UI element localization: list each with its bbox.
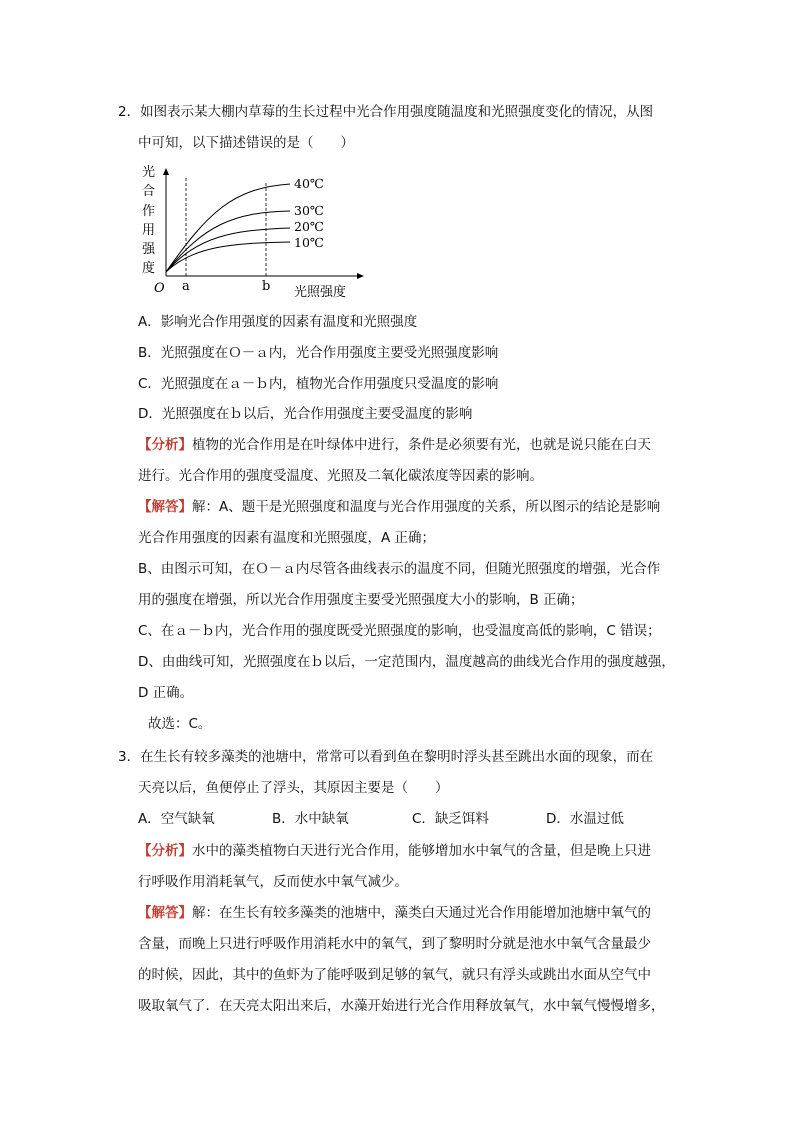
q3-analysis-tag: 【分析】 (138, 843, 192, 859)
q2-analysis-line2: 进行。光合作用的强度受温度、光照及二氧化碳浓度等因素的影响。 (138, 468, 543, 484)
q3-stem-line2: 天亮以后，鱼便停止了浮头，其原因主要是（ ） (138, 780, 449, 796)
q2-option-c: C．光照强度在ａ－ｂ内，植物光合作用强度只受温度的影响 (138, 376, 499, 392)
q3-answer-line4: 吸取氧气了．在天亮太阳出来后，水藻开始进行光合作用释放氧气，水中氧气慢慢增多， (138, 998, 665, 1014)
q2-answer-tag: 【解答】 (138, 499, 192, 515)
q2-analysis-tag: 【分析】 (138, 437, 192, 453)
q2-analysis-line1 (138, 436, 651, 454)
q2-answer-line5: C、在ａ－ｂ内，光合作用的强度既受光照强度的影响，也受温度高低的影响，C 错误； (138, 623, 661, 639)
q2-stem-line1: 2．如图表示某大棚内草莓的生长过程中光合作用强度随温度和光照强度变化的情况，从图 (118, 104, 654, 120)
ylabel-char-6: 度 (142, 261, 156, 276)
q3-analysis-line1 (138, 842, 651, 860)
x-axis-arrow (357, 273, 364, 279)
curve-30c (166, 211, 290, 272)
q3-answer-line3: 的时候，因此，其中的鱼虾为了能呼吸到足够的氧气，就只有浮头或跳出水面从空气中 (138, 967, 651, 983)
ylabel-char-4: 用 (142, 223, 156, 238)
curve-label-20c: 20℃ (294, 219, 324, 234)
curve-label-40c: 40℃ (294, 176, 324, 191)
q3-analysis-text1: 水中的藻类植物白天进行光合作用，能够增加水中氧气的含量，但是晚上只进 (192, 843, 651, 859)
q3-stem-line1: 3．在生长有较多藻类的池塘中，常常可以看到鱼在黎明时浮头甚至跳出水面的现象，而在 (118, 749, 654, 765)
q2-answer-line6: D、由曲线可知，光照强度在ｂ以后，一定范围内，温度越高的曲线光合作用的强度越强， (138, 654, 675, 670)
q2-answer-text1: 解：A、题干是光照强度和温度与光合作用强度的关系，所以图示的结论是影响 (192, 499, 661, 515)
q3-answer-line1 (138, 904, 651, 922)
ylabel-char-1: 光 (142, 165, 156, 180)
ylabel-char-5: 强 (142, 242, 156, 257)
q2-answer-line7: D 正确。 (138, 685, 194, 701)
q2-option-b: B．光照强度在Ｏ－ａ内，光合作用强度主要受光照强度影响 (138, 345, 499, 361)
curve-label-10c: 10℃ (294, 235, 324, 250)
q3-option-c: C．缺乏饵料 (412, 811, 489, 827)
q3-option-b: B．水中缺氧 (272, 811, 349, 827)
q2-answer-line3: B、由图示可知，在Ｏ－ａ内尽管各曲线表示的温度不同，但随光照强度的增强，光合作 (138, 561, 661, 577)
x-axis-label: 光照强度 (294, 285, 347, 300)
tick-label-b: b (262, 279, 271, 294)
q3-option-a: A．空气缺氧 (138, 811, 215, 827)
ylabel-char-2: 合 (142, 184, 156, 199)
q3-answer-tag: 【解答】 (138, 905, 192, 921)
q2-option-d: D．光照强度在ｂ以后，光合作用强度主要受温度的影响 (138, 406, 473, 422)
q2-answer-line4: 用的强度在增强，所以光合作用强度主要受光照强度大小的影响，B 正确； (138, 592, 584, 608)
photosynthesis-figure (138, 160, 368, 306)
q2-answer-line2: 光合作用强度的因素有温度和光照强度，A 正确； (138, 530, 436, 546)
q3-answer-line2: 含量，而晚上只进行呼吸作用消耗水中的氧气，到了黎明时分就是池水中氧气含量最少 (138, 936, 651, 952)
q2-stem-line2: 中可知，以下描述错误的是（ ） (138, 135, 354, 151)
y-axis-arrow (163, 168, 169, 175)
curve-label-30c: 30℃ (294, 203, 324, 218)
q2-analysis-text1: 植物的光合作用是在叶绿体中进行，条件是必须要有光，也就是说只能在白天 (192, 437, 651, 453)
tick-label-a: a (182, 279, 190, 294)
q2-final-choice: 故选：C。 (148, 716, 212, 732)
origin-label: O (154, 281, 165, 296)
q3-option-d: D．水温过低 (546, 811, 624, 827)
curve-20c (166, 228, 290, 272)
q2-answer-line1 (138, 498, 660, 516)
ylabel-char-3: 作 (142, 204, 156, 219)
q3-analysis-line2: 行呼吸作用消耗氧气，反而使水中氧气减少。 (138, 874, 408, 890)
q2-option-a: A．影响光合作用强度的因素有温度和光照强度 (138, 314, 418, 330)
q3-answer-text1: 解：在生长有较多藻类的池塘中，藻类白天通过光合作用能增加池塘中氧气的 (192, 905, 651, 921)
